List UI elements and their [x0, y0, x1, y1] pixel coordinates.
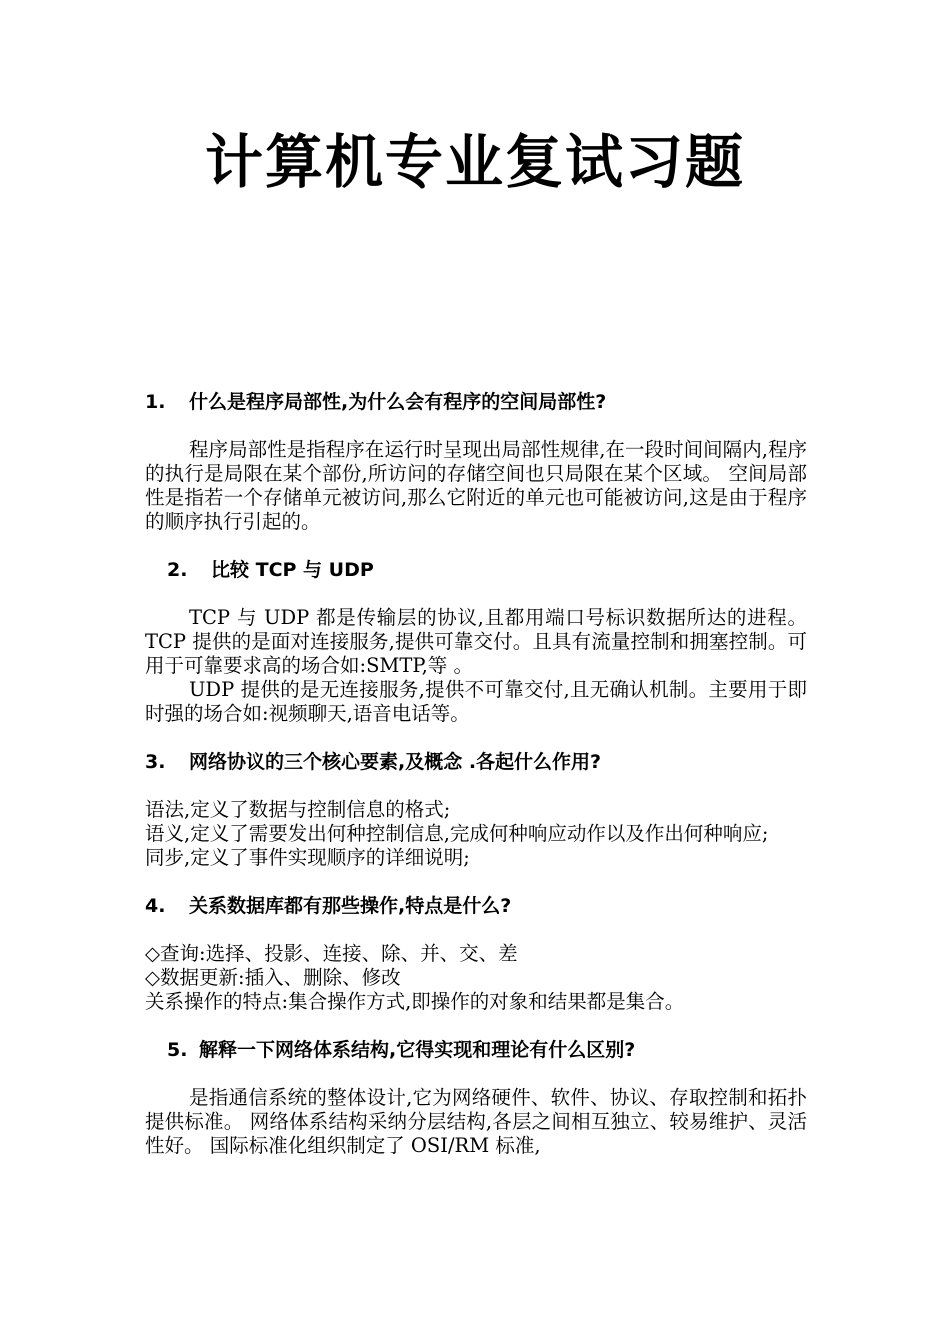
question-number: 3. [145, 751, 166, 773]
question-text: 网络协议的三个核心要素,及概念 .各起什么作用? [189, 751, 602, 773]
question-text: 解释一下网络体系结构,它得实现和理论有什么区别? [199, 1039, 636, 1061]
question-number: 1. [145, 391, 166, 413]
answer-paragraph: UDP 提供的是无连接服务,提供不可靠交付,且无确认机制。主要用于即时强的场合如:视频聊天,语音电话等。 [145, 678, 807, 725]
question-number: 2. [167, 559, 188, 581]
answer-line: 同步,定义了事件实现顺序的详细说明; [145, 846, 470, 869]
answer-block [145, 798, 807, 870]
answer-paragraph: 程序局部性是指程序在运行时呈现出局部性规律,在一段时间间隔内,程序的执行是局限在某个部份,所访问的存储空间也只局限在某个区域。 空间局部性是指若一个存储单元被访问,那么它附近的单元也可能被访问,这是由于程序的顺序执行引起的。 [145, 438, 807, 533]
answer-paragraph: 是指通信系统的整体设计,它为网络硬件、软件、协议、存取控制和拓扑提供标准。 网络体系结构采纳分层结构,各层之间相互独立、较易维护、灵活性好。 国际标准化组织制定了 OSI/RM 标准, [145, 1086, 807, 1157]
answer-block [145, 942, 807, 1014]
answer-line: 关系操作的特点:集合操作方式,即操作的对象和结果都是集合。 [145, 990, 685, 1013]
question-text: 比较 TCP 与 UDP [211, 559, 374, 581]
answer-line: ◇查询:选择、投影、连接、除、并、交、差 [145, 942, 518, 965]
question-heading [145, 748, 807, 776]
document-body [145, 388, 807, 1180]
question-text: 什么是程序局部性,为什么会有程序的空间局部性? [189, 391, 607, 413]
question-number: 5. [167, 1039, 188, 1061]
question-text: 关系数据库都有那些操作,特点是什么? [189, 895, 512, 917]
question-heading [145, 1036, 807, 1064]
question-heading [145, 556, 807, 584]
answer-line: 语法,定义了数据与控制信息的格式; [145, 798, 451, 821]
answer-block [145, 606, 807, 726]
question-heading [145, 892, 807, 920]
answer-line: ◇数据更新:插入、删除、修改 [145, 966, 401, 989]
answer-line: 语义,定义了需要发出何种控制信息,完成何种响应动作以及作出何种响应; [145, 822, 769, 845]
question-number: 4. [145, 895, 166, 917]
answer-block [145, 438, 807, 534]
answer-block [145, 1086, 807, 1158]
question-heading [145, 388, 807, 416]
answer-paragraph: TCP 与 UDP 都是传输层的协议,且都用端口号标识数据所达的进程。 TCP 提供的是面对连接服务,提供可靠交付。且具有流量控制和拥塞控制。可用于可靠要求高的场合如:SMTP,等 。 [145, 606, 807, 677]
document-title: 计算机专业复试习题 [204, 128, 745, 196]
